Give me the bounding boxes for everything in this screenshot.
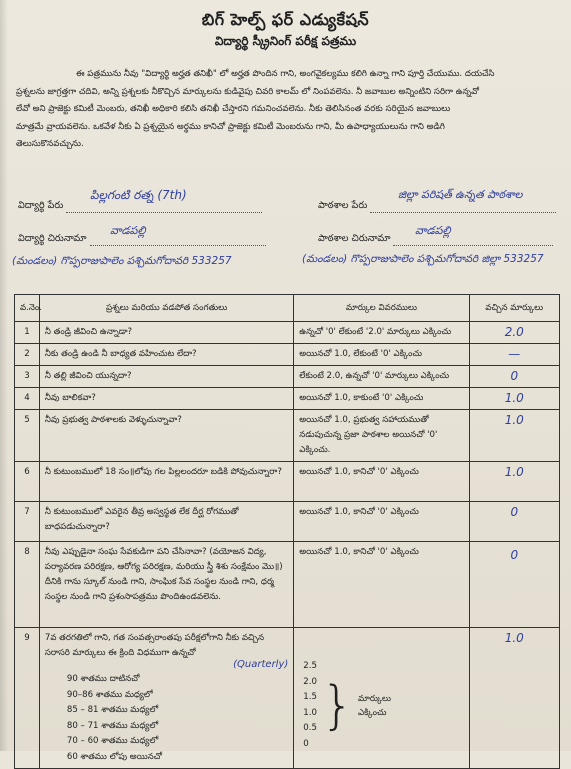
- table-header-row: [15, 295, 560, 322]
- header-questions: ప్రశ్నలు మరియు వడపోత సంగతులు: [39, 295, 293, 322]
- school-mandal-address: (మండలం) గొప్పరాజుపాలెం పశ్చిమగోదావరి జిల్లా 533257: [302, 253, 544, 265]
- grades-question-text: 7వ తరగతిలో గాని, గత సంవత్సరాంతపు పరీక్షలోగాని నీకు వచ్చిన సరాసరి మార్కులు ఈ క్రింది విధముగా ఉన్నచో: [44, 633, 264, 658]
- form-title: బిగ్ హెల్ప్ ఫర్ ఎడ్యుకేషన్: [201, 10, 370, 29]
- header-obtained-marks: వచ్చిన మార్కులు: [469, 295, 559, 322]
- row-marks-rule: అయినచో 1.0, లేకుంటే '0' ఎక్కించు: [294, 344, 469, 366]
- instruction-line: ప్రశ్నలను జాగ్రత్తగా చదివి, అన్ని ప్రశ్నలకు నీకొచ్చిన మార్కులను కుడివైపు చివరి కాలమ్ లో నింపవలెను. నీ జవాబుల అన్నింటిని సరిగా ఉన్నవో: [16, 86, 479, 97]
- grade-bands-list: [45, 672, 288, 765]
- scale-value: 1.5: [303, 692, 317, 702]
- row-number: 9: [15, 628, 40, 769]
- instructions-paragraph: [16, 66, 556, 154]
- row-score[interactable]: 1.0: [469, 388, 559, 410]
- grade-band: 60 శాతము లోపు అయినచో: [66, 751, 162, 762]
- table-row: [15, 388, 560, 410]
- row-question: నీ తండ్రి జీవించి ఉన్నాడా?: [39, 322, 293, 344]
- row-marks-rule: ఉన్నచో '0' లేకుంటే '2.0' మార్కులు ఎక్కించు: [294, 322, 469, 344]
- student-name-label: విద్యార్థి పేరు: [18, 200, 64, 211]
- form-subtitle: విద్యార్థి స్క్రీనింగ్ పరీక్ష పత్రము: [214, 34, 357, 48]
- school-name-value: జిల్లా పరిషత్ ఉన్నత పాఠశాల: [398, 188, 523, 201]
- row-marks-rule: లేకుంటే 2.0, ఉన్నచో '0' మార్కులు ఎక్కించు: [294, 366, 469, 388]
- row-number: 7: [15, 502, 40, 542]
- scale-marks-note: మార్కులు ఎక్కించు: [358, 693, 391, 718]
- row-score[interactable]: 1.0: [469, 462, 559, 502]
- row-marks-rule: అయినచో 1.0, కానిచో '0' ఎక్కించు: [294, 462, 469, 502]
- grade-band: 80 – 71 శాతము మధ్యలో: [66, 720, 159, 731]
- scale-value: 1.0: [303, 707, 317, 718]
- row-question: నీవు ఎప్పుడైనా సంఘ సేవకుడిగా పని చేసినావా? (వయోజన విద్య, పర్యావరణ పరిరక్షణ, ఆరోగ్య పరిరక్షణ, మరియు స్త్రీ శిశు సంక్షేమం మొ॥) దీనికి గాను స్కూల్ నుండి గాని, సాంఘిక సేవ సంస్థల నుండి గాని, ధర్మ సంస్థల నుండి గాని ప్రశంసాపత్రము పొందిఉండవలెను.: [39, 542, 293, 628]
- row-marks-rule: అయినచో 1.0, కాకుంటే '0' ఎక్కించు: [294, 388, 469, 410]
- row-question: నీ తల్లి జీవించి యున్నదా?: [39, 366, 293, 388]
- student-address-value: వాడపల్లి: [110, 224, 146, 237]
- table-row: [15, 542, 560, 628]
- header-serial-no: వ.నెం.: [15, 295, 40, 322]
- instruction-line: లేవో అని ప్రాజెక్టు కమిటీ మెంబరు, తనిఖీ అధికారి కలిసి తనిఖీ చేస్తారని గమనించవలెను. నీకు తెలిసినంత వరకు సరియైన జవాబులు: [16, 104, 451, 114]
- scale-value: 0.5: [303, 723, 317, 733]
- header-marks-details: మార్కుల వివరములు: [294, 295, 469, 322]
- row-score[interactable]: —: [469, 344, 559, 366]
- row-marks-rule: అయినచో 1.0, కానిచో '0' ఎక్కించు: [294, 542, 469, 628]
- screening-questions-table: [14, 294, 560, 769]
- table-row: [15, 366, 560, 388]
- scale-value: 2.5: [303, 661, 317, 671]
- row-number: 3: [15, 366, 40, 388]
- row-question: నీ కుటుంబములో ఎవరైన తీవ్ర అస్వస్థత లేక దీర్ఘ రోగముతో బాధపడుచున్నారా?: [39, 502, 293, 542]
- grade-band: 85 – 81 శాతము మధ్యలో: [66, 705, 159, 715]
- handwritten-address-line: [12, 251, 568, 273]
- row-number: 2: [15, 344, 40, 366]
- curly-brace-icon: }: [320, 675, 355, 736]
- school-address-label: పాఠశాల చిరునామా: [318, 233, 391, 244]
- row-score[interactable]: 0: [469, 502, 559, 542]
- row-number: 4: [15, 388, 40, 410]
- table-row: [15, 410, 560, 462]
- row-question: నీకు తండ్రి ఉండి నీ బాధ్యత వహించుట లేదా?: [39, 344, 293, 366]
- scale-value: 0: [303, 738, 309, 749]
- student-mandal-address: (మండలం) గొప్పరాజుపాలెం పశ్చిమగోదావరి 533257: [12, 255, 232, 267]
- school-address-value: వాడపల్లి: [415, 224, 451, 237]
- table-row: [15, 462, 560, 502]
- instruction-line: మాత్రమే వ్రాయవలెను. ఒకవేళ నీకు ఏ ప్రశ్నయైన అర్థము కానిచో ప్రాజెక్టు కమిటీ మెంబరును గాని, మీ ఉపాధ్యాయులును గాని అడిగి: [16, 121, 445, 132]
- row-score[interactable]: 0: [469, 542, 559, 628]
- row-score[interactable]: 1.0: [469, 628, 559, 769]
- grade-band: 90–86 శాతము మధ్యలో: [66, 689, 153, 700]
- marks-scale-group: [299, 659, 463, 752]
- instruction-line: ఈ పత్రమును నీవు "విద్యార్థి అర్హత తనిఖీ" లో అర్హత పొందిన గాని, అంగవైకల్యము కలిగి ఉన్నా గాని పూర్తి చేయుము. దయచేసి: [76, 69, 495, 79]
- row-marks-scale: [294, 628, 469, 769]
- scale-values: [299, 659, 317, 752]
- school-name-label: పాఠశాల పేరు: [318, 200, 368, 211]
- row-marks-rule: అయినచో 1.0, ప్రభుత్వ సహాయముతో నడుపుచున్న ప్రజా పాఠశాల అయినచో '0' ఎక్కించు.: [294, 410, 469, 462]
- table-row: [15, 344, 560, 366]
- row-number: 1: [15, 322, 40, 344]
- row-question: నీవు బాలికవా?: [39, 388, 293, 410]
- row-number: 8: [15, 542, 40, 628]
- row-score[interactable]: 0: [469, 366, 559, 388]
- row-question: నీ కుటుంబములో 18 సం॥లోపు గల పిల్లలందరూ బడికి పోవుచున్నారా?: [39, 462, 293, 502]
- row-number: 6: [15, 462, 40, 502]
- student-address-label: విద్యార్థి చిరునామా: [18, 233, 87, 244]
- instruction-line: తెలుసుకొనవచ్చును.: [16, 139, 84, 149]
- table-row: [15, 502, 560, 542]
- scale-value: 2.0: [303, 676, 317, 687]
- scan-shadow: [0, 0, 8, 751]
- grade-band: 70 – 60 శాతము మధ్యలో: [66, 736, 159, 746]
- grade-band: 90 శాతము దాటినచో: [66, 674, 140, 684]
- row-marks-rule: అయినచో 1.0, కానిచో '0' ఎక్కించు: [294, 502, 469, 542]
- table-row: [15, 322, 560, 344]
- student-name-value: పిల్లగంటి రత్న (7th): [90, 188, 187, 202]
- row-question: నీవు ప్రభుత్వ పాఠశాలకు వెళ్ళుచున్నావా?: [39, 410, 293, 462]
- row-number: 5: [15, 410, 40, 462]
- table-row-grades: [15, 628, 560, 769]
- handwritten-quarterly-note: (Quarterly): [233, 659, 289, 670]
- row-score[interactable]: 1.0: [469, 410, 559, 462]
- row-score[interactable]: 2.0: [469, 322, 559, 344]
- row-question-grades: [39, 628, 293, 769]
